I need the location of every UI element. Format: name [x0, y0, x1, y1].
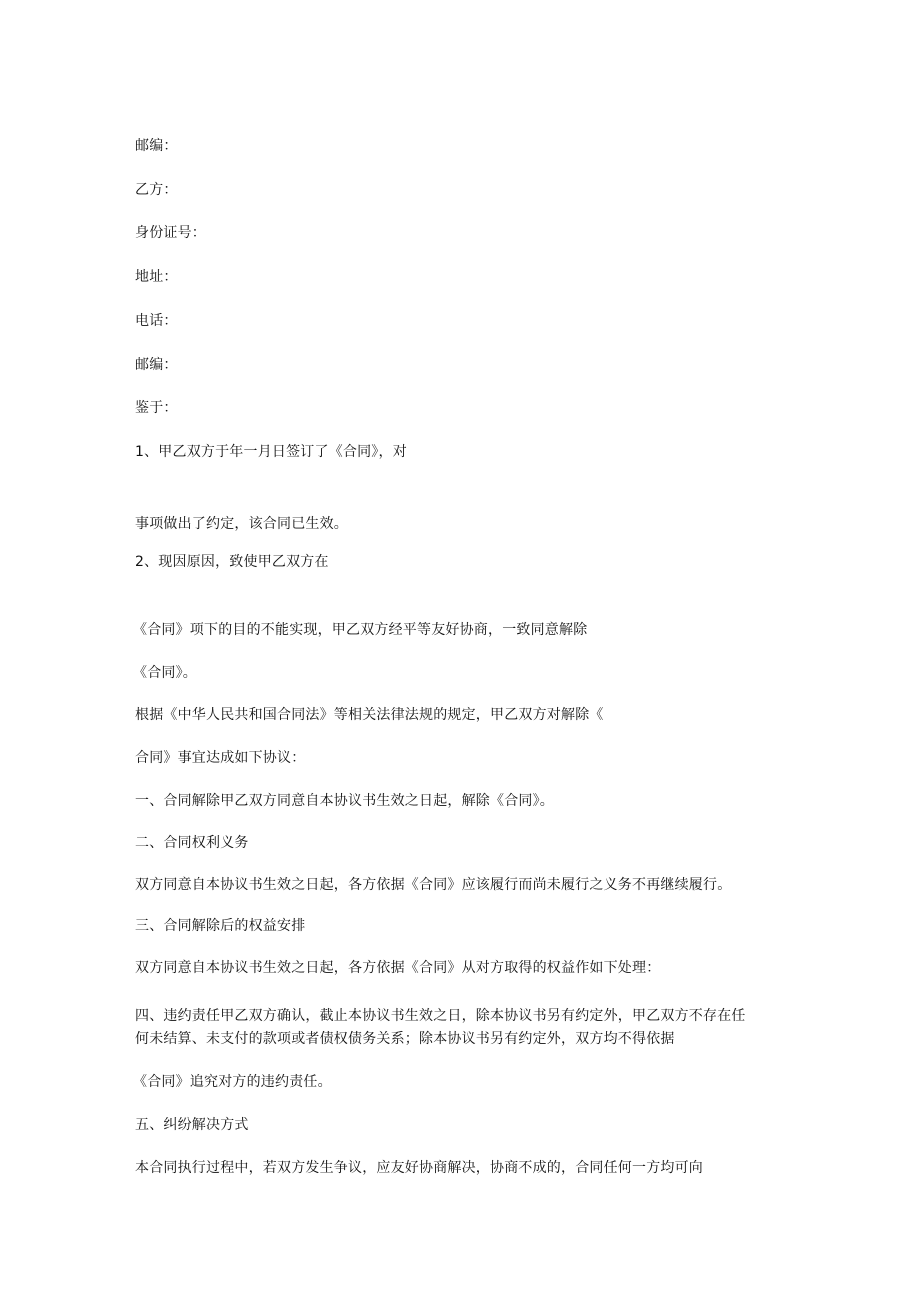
clause-2-heading: 二、合同权利义务: [135, 835, 249, 851]
recital-2-line-2: 《合同》项下的目的不能实现，甲乙双方经平等友好协商，一致同意解除: [133, 622, 588, 638]
id-number-label: 身份证号：: [135, 225, 206, 241]
clause-5-heading: 五、纠纷解决方式: [135, 1117, 249, 1133]
recital-1-line-1: 1、甲乙双方于年一月日签订了《合同》，对: [135, 444, 407, 460]
clause-3-body: 双方同意自本协议书生效之日起，各方依据《合同》从对方取得的权益作如下处理：: [135, 960, 661, 976]
basis-line-2: 合同》事宜达成如下协议：: [135, 750, 306, 766]
clause-4-line-1: 四、违约责任甲乙双方确认，截止本协议书生效之日，除本协议书另有约定外，甲乙双方不存在任: [135, 1008, 746, 1024]
clause-4-line-3: 《合同》追究对方的违约责任。: [133, 1074, 332, 1090]
recital-2-line-1: 2、现因原因，致使甲乙双方在: [135, 554, 329, 570]
clause-1: 一、合同解除甲乙双方同意自本协议书生效之日起，解除《合同》。: [135, 793, 554, 809]
clause-5-body: 本合同执行过程中，若双方发生争议，应友好协商解决，协商不成的，合同任何一方均可向: [135, 1160, 703, 1176]
clause-2-body: 双方同意自本协议书生效之日起，各方依据《合同》应该履行而尚未履行之义务不再继续履行。: [135, 877, 732, 893]
whereas-label: 鉴于：: [135, 400, 178, 416]
clause-4-line-2: 何未结算、未支付的款项或者债权债务关系；除本协议书另有约定外，双方均不得依据: [135, 1031, 675, 1047]
clause-3-heading: 三、合同解除后的权益安排: [135, 918, 306, 934]
basis-line-1: 根据《中华人民共和国合同法》等相关法律法规的规定，甲乙双方对解除《: [135, 707, 604, 723]
phone-label: 电话：: [135, 313, 178, 329]
postcode-label-b: 邮编：: [135, 357, 178, 373]
address-label: 地址：: [135, 269, 178, 285]
postcode-label-a: 邮编：: [135, 138, 178, 154]
recital-1-line-2: 事项做出了约定，该合同已生效。: [135, 516, 348, 532]
recital-2-line-3: 《合同》。: [133, 665, 197, 681]
party-b-label: 乙方：: [135, 182, 178, 198]
